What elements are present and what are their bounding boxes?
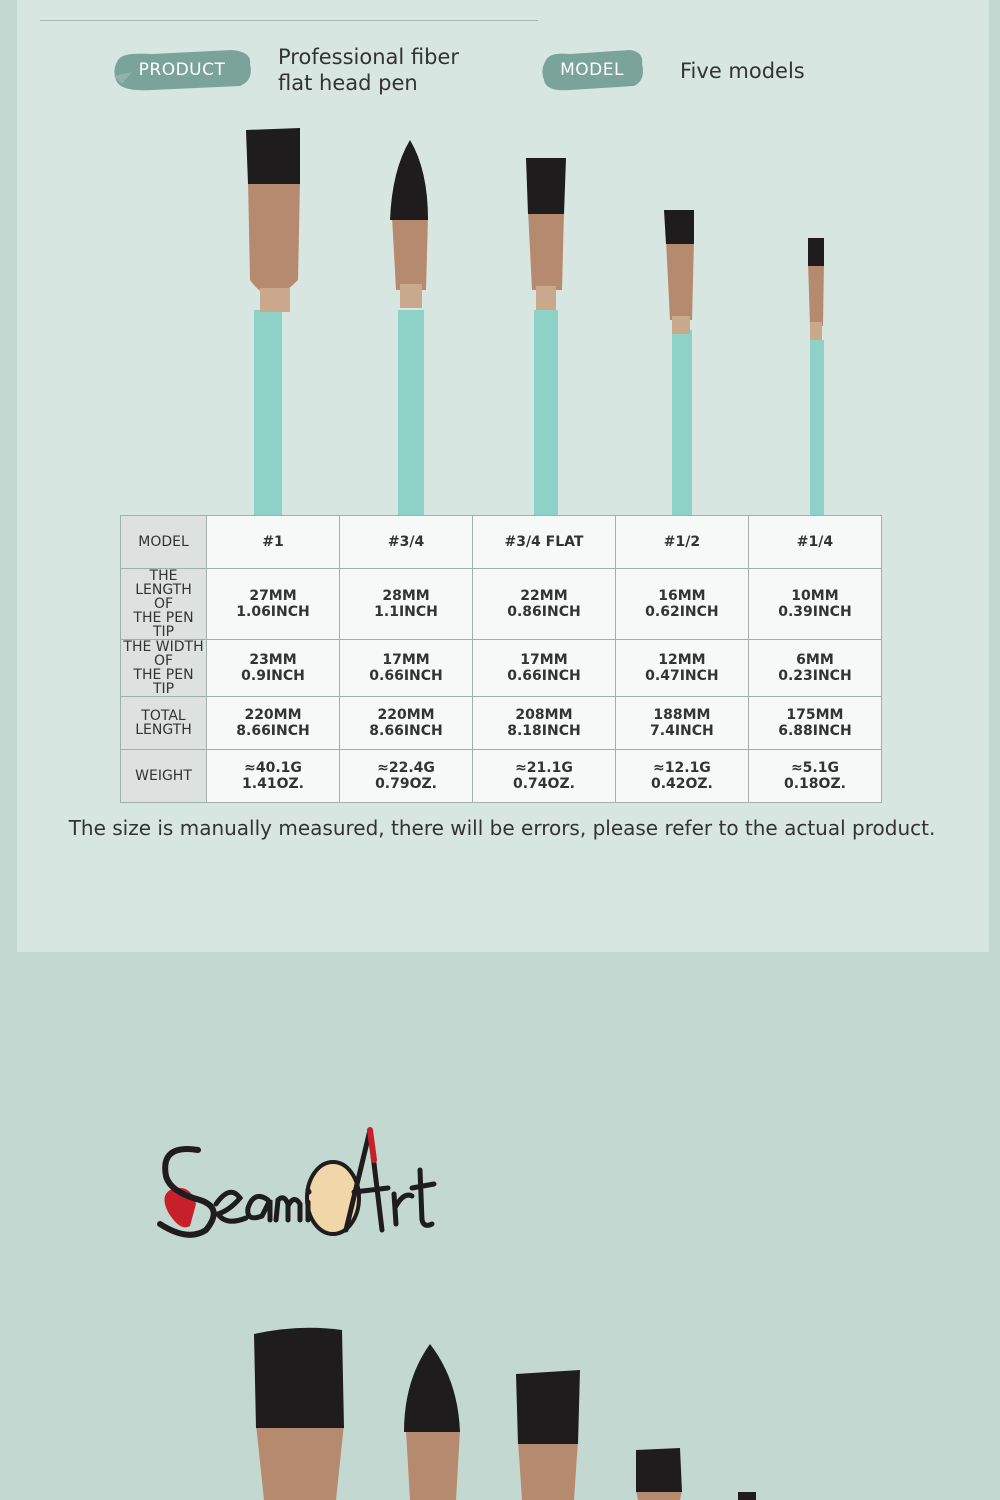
closeup-brush-4 bbox=[636, 1448, 682, 1500]
table-cell: ≈21.1G 0.74OZ. bbox=[473, 750, 616, 803]
table-cell: 12MM 0.47INCH bbox=[615, 640, 748, 697]
table-row bbox=[121, 569, 882, 640]
brush-closeup-image bbox=[0, 1320, 1000, 1500]
brush-1-image bbox=[246, 128, 300, 516]
table-row bbox=[121, 750, 882, 803]
brush-4-image bbox=[664, 210, 694, 516]
table-header-cell: #3/4 bbox=[340, 516, 473, 569]
brush-3-image bbox=[526, 158, 566, 516]
table-cell: 208MM 8.18INCH bbox=[473, 697, 616, 750]
row-label: WEIGHT bbox=[121, 750, 207, 803]
table-cell: 188MM 7.4INCH bbox=[615, 697, 748, 750]
table-cell: 10MM 0.39INCH bbox=[748, 569, 881, 640]
row-label: THE LENGTH OF THE PEN TIP bbox=[121, 569, 207, 640]
table-cell: 17MM 0.66INCH bbox=[473, 640, 616, 697]
table-header-row bbox=[121, 516, 882, 569]
table-cell: 220MM 8.66INCH bbox=[207, 697, 340, 750]
table-header-cell: #1/4 bbox=[748, 516, 881, 569]
closeup-brush-3 bbox=[516, 1370, 580, 1500]
product-line-1: Professional fiber bbox=[278, 45, 459, 69]
model-badge bbox=[540, 46, 644, 94]
product-badge-label: PRODUCT bbox=[138, 60, 226, 80]
table-cell: ≈5.1G 0.18OZ. bbox=[748, 750, 881, 803]
table-header-cell: #1 bbox=[207, 516, 340, 569]
table-cell: 6MM 0.23INCH bbox=[748, 640, 881, 697]
seamiart-logo bbox=[150, 1120, 440, 1250]
row-label: TOTAL LENGTH bbox=[121, 697, 207, 750]
table-row bbox=[121, 640, 882, 697]
table-cell: 28MM 1.1INCH bbox=[340, 569, 473, 640]
table-cell: 16MM 0.62INCH bbox=[615, 569, 748, 640]
closeup-brush-1 bbox=[254, 1328, 344, 1500]
table-cell: ≈12.1G 0.42OZ. bbox=[615, 750, 748, 803]
brush-5-image bbox=[808, 238, 824, 516]
table-cell: 27MM 1.06INCH bbox=[207, 569, 340, 640]
table-header-cell: #1/2 bbox=[615, 516, 748, 569]
table-cell: 23MM 0.9INCH bbox=[207, 640, 340, 697]
table-header-cell: MODEL bbox=[121, 516, 207, 569]
table-cell: ≈40.1G 1.41OZ. bbox=[207, 750, 340, 803]
product-badge bbox=[112, 46, 252, 94]
brush-lineup-image bbox=[0, 120, 1000, 516]
table-cell: 220MM 8.66INCH bbox=[340, 697, 473, 750]
row-label: THE WIDTH OF THE PEN TIP bbox=[121, 640, 207, 697]
table-header-cell: #3/4 FLAT bbox=[473, 516, 616, 569]
measurement-disclaimer: The size is manually measured, there will be errors, please refer to the actual product. bbox=[68, 816, 936, 840]
closeup-brush-2 bbox=[404, 1344, 460, 1500]
table-cell: 17MM 0.66INCH bbox=[340, 640, 473, 697]
table-cell: ≈22.4G 0.79OZ. bbox=[340, 750, 473, 803]
product-description bbox=[278, 44, 459, 96]
closeup-brush-5 bbox=[738, 1492, 756, 1500]
brush-2-image bbox=[390, 140, 428, 516]
table-cell: 22MM 0.86INCH bbox=[473, 569, 616, 640]
table-row bbox=[121, 697, 882, 750]
model-value: Five models bbox=[680, 59, 805, 83]
product-line-2: flat head pen bbox=[278, 71, 418, 95]
spec-table bbox=[120, 515, 882, 803]
table-cell: 175MM 6.88INCH bbox=[748, 697, 881, 750]
model-badge-label: MODEL bbox=[560, 60, 624, 80]
divider-line bbox=[40, 20, 538, 21]
